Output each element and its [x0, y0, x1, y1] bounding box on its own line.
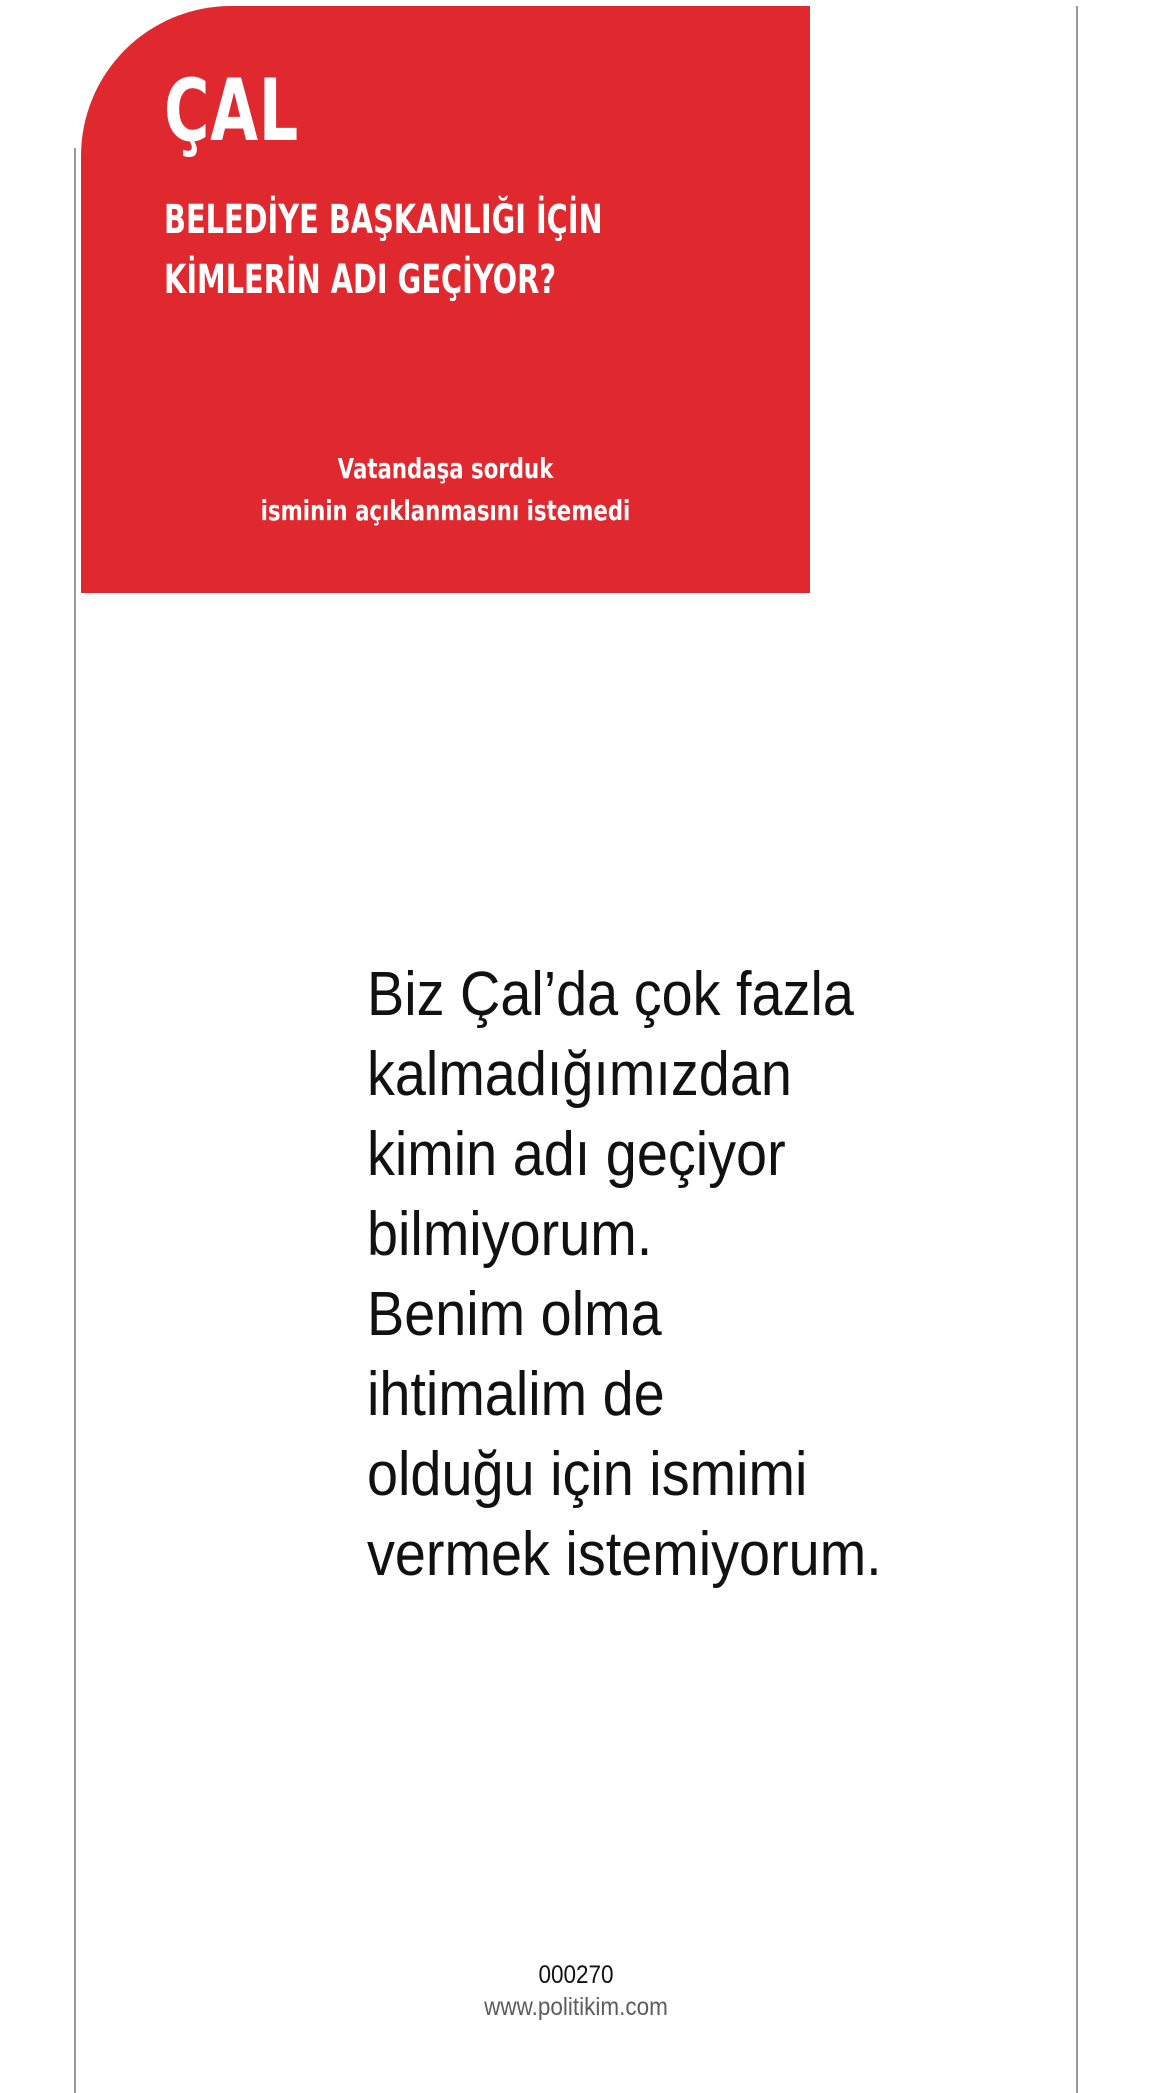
survey-note-line: isminin açıklanmasını istemedi	[260, 494, 631, 527]
quote-line: ihtimalim de	[367, 1360, 665, 1429]
quote-line: olduğu için ismimi	[367, 1440, 808, 1509]
page-title: ÇAL	[164, 61, 299, 161]
page-subtitle	[164, 190, 603, 310]
left-frame-line	[74, 148, 76, 2093]
quote-line: kalmadığımızdan	[367, 1040, 792, 1109]
quote-line: Benim olma	[367, 1280, 662, 1349]
quote-line: vermek istemiyorum.	[367, 1520, 882, 1589]
right-frame-line	[1076, 6, 1078, 2093]
survey-note-line: Vatandaşa sorduk	[337, 452, 554, 485]
quote-line: bilmiyorum.	[367, 1200, 653, 1269]
quote-line: Biz Çal’da çok fazla	[367, 960, 854, 1029]
website-link[interactable]: www.politikim.com	[484, 1993, 668, 2021]
subtitle-line: BELEDİYE BAŞKANLIĞI İÇİN	[164, 197, 603, 243]
footer	[76, 1959, 1076, 2023]
quote-line: kimin adı geçiyor	[367, 1120, 786, 1189]
subtitle-line: KİMLERİN ADI GEÇİYOR?	[164, 257, 557, 303]
survey-note	[81, 448, 810, 532]
document-code: 000270	[538, 1961, 614, 1989]
quote-block	[367, 955, 1007, 1595]
